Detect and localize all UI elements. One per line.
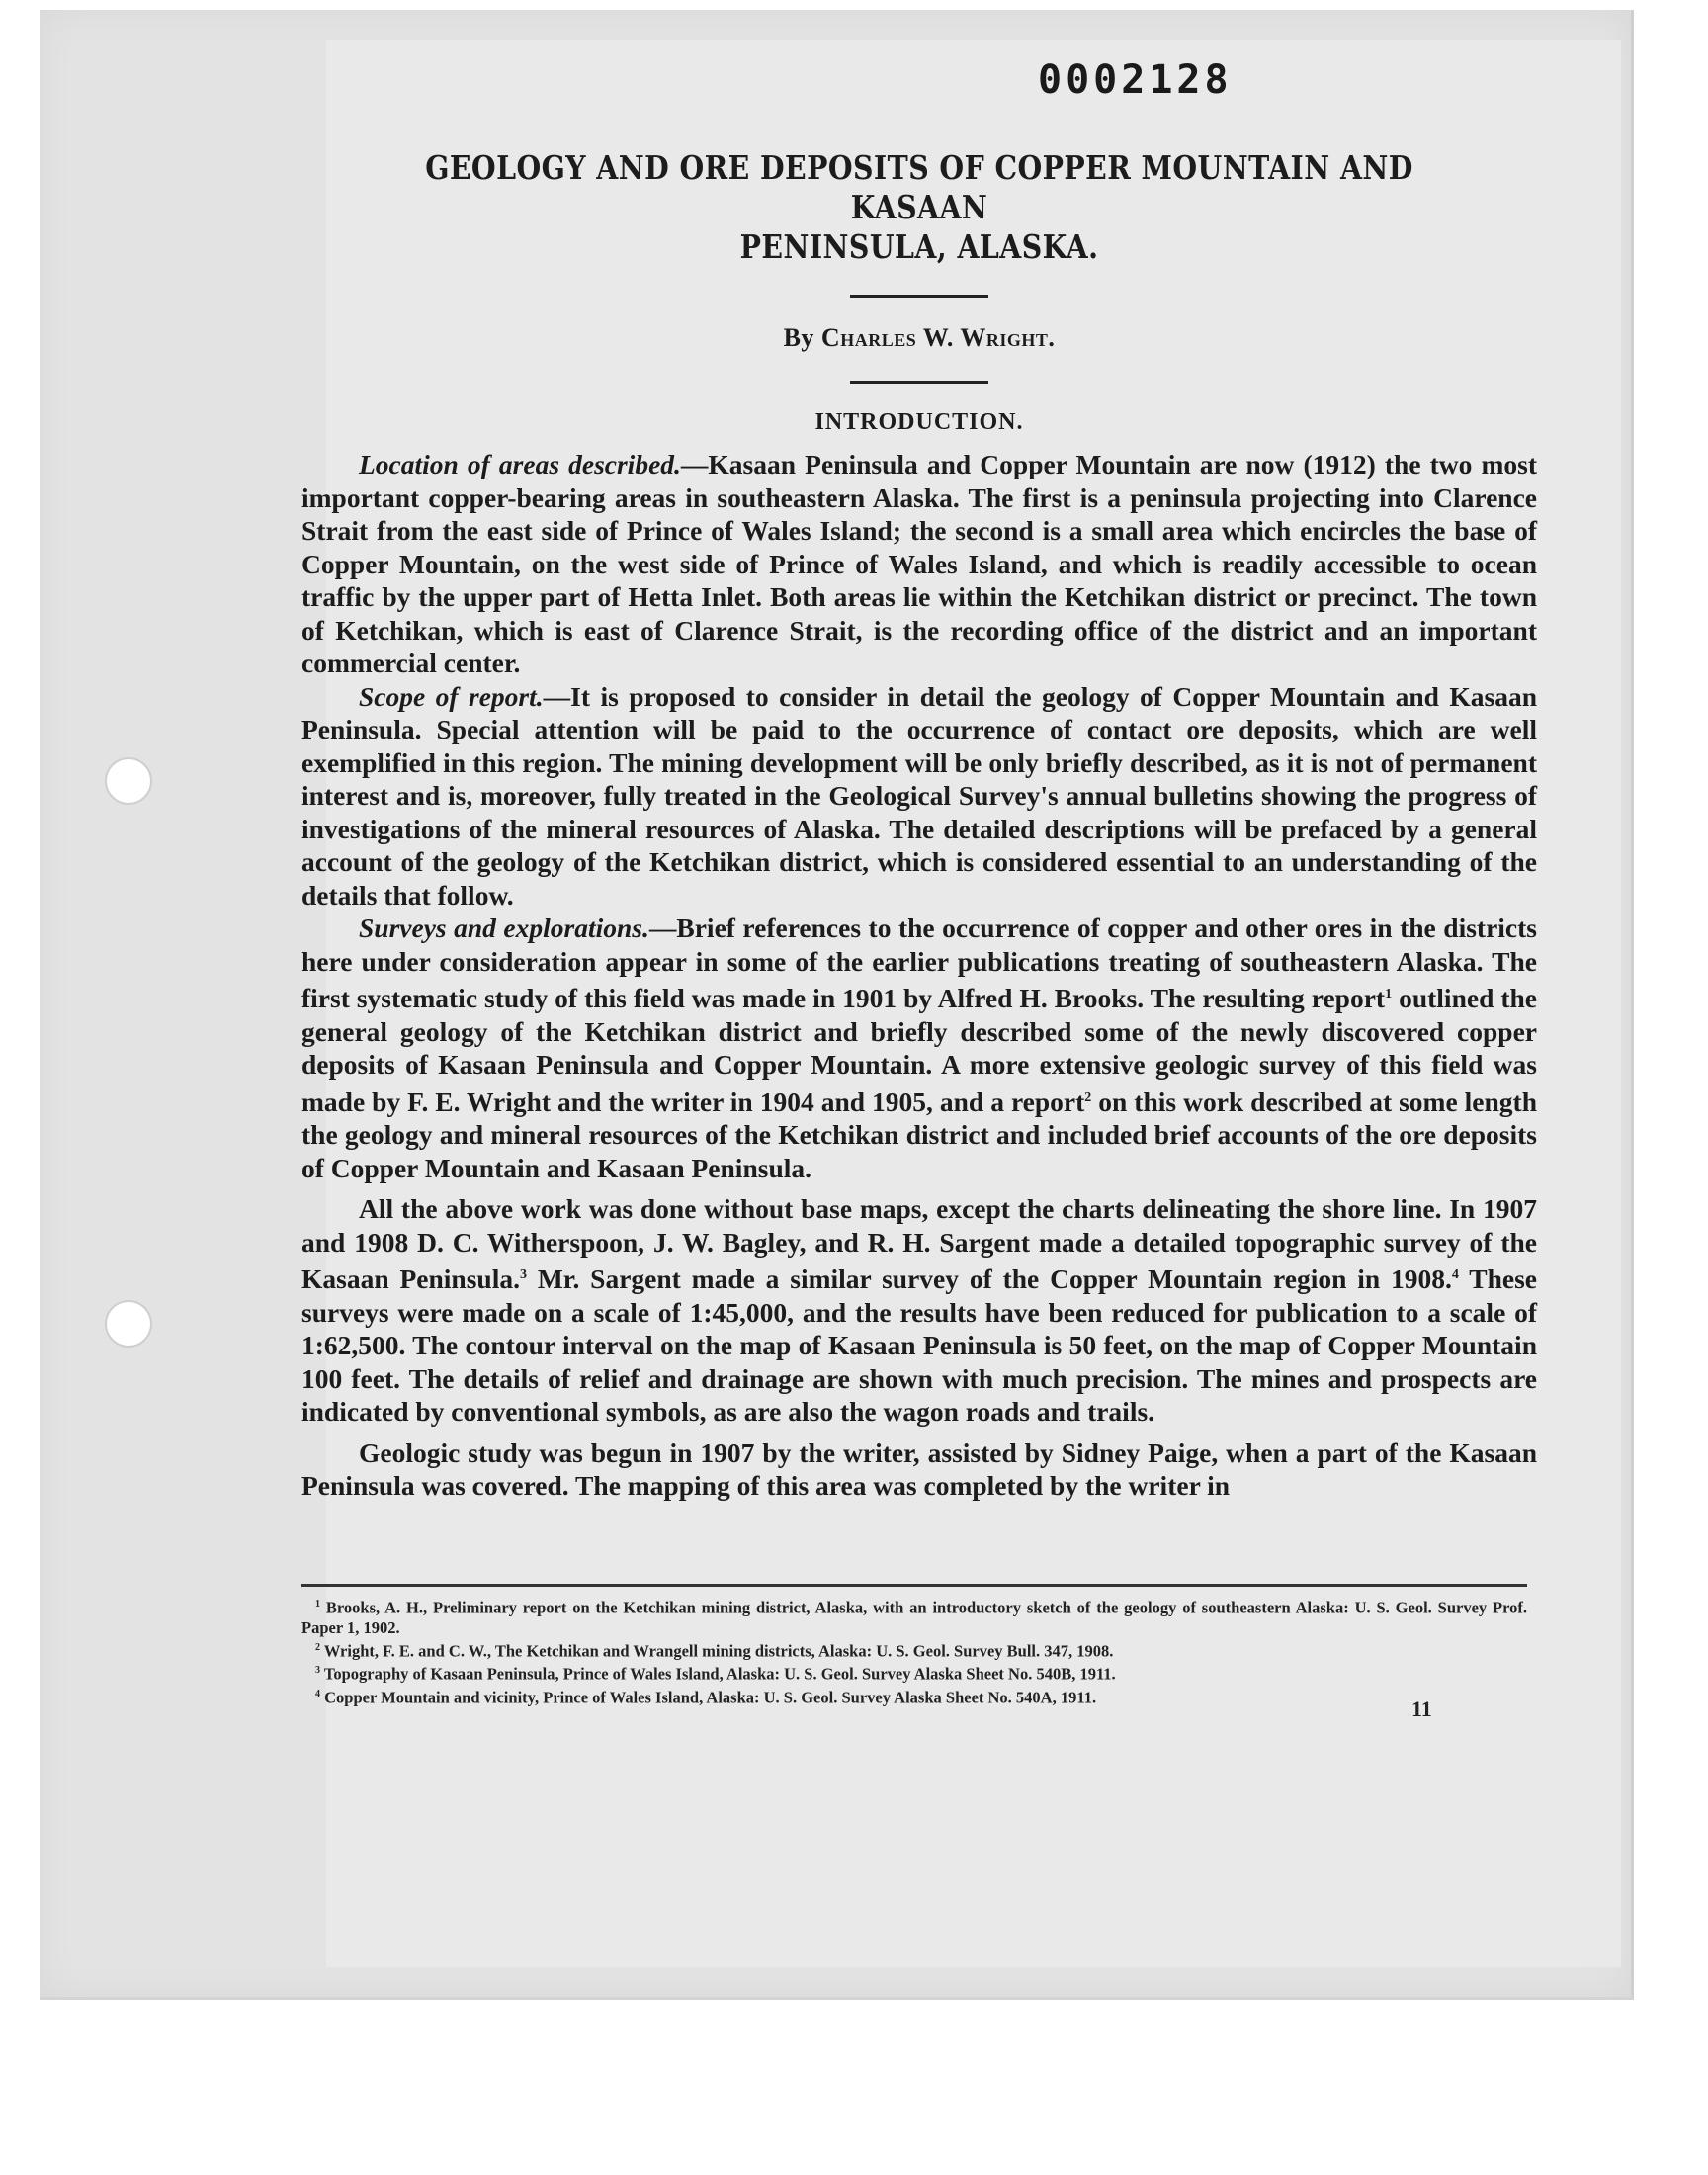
body-text	[301, 448, 1537, 1503]
document-id: 0002128	[1038, 57, 1233, 103]
footnote-mark: 4	[315, 1688, 320, 1699]
title-line-2: PENINSULA, ALASKA.	[739, 227, 1099, 266]
paragraph-text: outlined the general geology of the Ketchikan district and briefly described some of the newly discovered copper deposits of Kasaan Peninsula and Copper Mountain. A more extensive geologic survey of this field was made by F. E. Wright and the writer in 1904 and 1905, and a report	[301, 983, 1538, 1117]
footnote-mark: 2	[315, 1641, 320, 1653]
footnotes	[301, 1584, 1527, 1707]
paragraph-text: Geologic study was begun in 1907 by the writer, assisted by Sidney Paige, when a part of the Kasaan Peninsula was covered. The mapping of this area was completed by the writer in	[301, 1436, 1537, 1502]
paragraph-text: on this work described at some length the geology and mineral resources of the Ketchikan district and included brief accounts of the ore deposits of Copper Mountain and Kasaan Peninsula.	[301, 1086, 1537, 1183]
footnote-ref: 2	[1084, 1089, 1092, 1105]
footnote-mark: 1	[315, 1599, 320, 1610]
paragraph-lead: Surveys and explorations.	[359, 913, 649, 943]
paragraph-lead: Location of areas described.	[359, 449, 681, 479]
punch-hole-lower	[105, 1300, 152, 1348]
title-rule	[850, 295, 988, 298]
paragraph-surveys	[301, 912, 1537, 1184]
paragraph-text: All the above work was done without base maps, except the charts delineating the shore line. In 1907 and 1908 D. C. Witherspoon, J. W. Bagley, and R. H. Sargent made a detailed topographic survey of the Kasaan Peninsula.	[301, 1193, 1537, 1295]
paragraph-text: These surveys were made on a scale of 1:45,000, and the results have been reduced for publication to a scale of 1:62,500. The contour interval on the map of Kasaan Peninsula is 50 feet, on the map of Copper Mountain 100 feet. The details of relief and drainage are shown with much precision. The mines and prospects are indicated by conventional symbols, as are also the wagon roads and trails.	[301, 1263, 1537, 1428]
article	[301, 148, 1537, 1503]
paragraph-text: —It is proposed to consider in detail the geology of Copper Mountain and Kasaan Peninsula. Special attention will be paid to the occurrence of contact ore deposits, which are well exemplified in this region. The mining development will be only briefly described, as it is not of permanent interest and is, moreover, fully treated in the Geological Survey's annual bulletins showing the progress of investigations of the mineral resources of Alaska. The detailed descriptions will be prefaced by a general account of the geology of the Ketchikan district, which is considered essential to an understanding of the details that follow.	[301, 680, 1537, 911]
section-heading: INTRODUCTION.	[814, 409, 1024, 435]
page-number: 11	[1411, 1696, 1432, 1721]
byline-prefix: By	[783, 323, 814, 352]
paragraph-lead: Scope of report.	[359, 680, 544, 712]
byline-author: Charles W. Wright.	[820, 323, 1056, 352]
title-line-1: GEOLOGY AND ORE DEPOSITS OF COPPER MOUNTAIN AND KASAAN	[425, 148, 1413, 226]
footnote-ref: 1	[1385, 987, 1393, 1001]
paragraph-scope	[301, 680, 1537, 913]
footnote-text: Topography of Kasaan Peninsula, Prince of Wales Island, Alaska: U. S. Geol. Survey Alaska Sheet No. 540B, 1911.	[323, 1664, 1116, 1684]
byline	[301, 323, 1537, 353]
footnote-text: Copper Mountain and vicinity, Prince of Wales Island, Alaska: U. S. Geol. Survey Alaska Sheet No. 540A, 1911.	[324, 1688, 1097, 1706]
footnote-mark: 3	[315, 1665, 320, 1676]
paragraph-text: Mr. Sargent made a similar survey of the Copper Mountain region in 1908.	[526, 1263, 1452, 1295]
paragraph-location	[301, 448, 1537, 680]
paragraph-text: —Kasaan Peninsula and Copper Mountain are now (1912) the two most important copper-bearing areas in southeastern Alaska. The first is a peninsula projecting into Clarence Strait from the east side of Prince of Wales Island; the second is a small area which encircles the base of Copper Mountain, on the west side of Prince of Wales Island, and which is readily accessible to ocean traffic by the upper part of Hetta Inlet. Both areas lie within the Ketchikan district or precinct. The town of Ketchikan, which is east of Clarence Strait, is the recording office of the district and an important commercial center.	[301, 449, 1538, 678]
paragraph-geologic-study	[301, 1436, 1537, 1503]
footnote-ref: 4	[1451, 1267, 1459, 1283]
footnote-text: Wright, F. E. and C. W., The Ketchikan and Wrangell mining districts, Alaska: U. S. Geol. Survey Bull. 347, 1908.	[323, 1641, 1114, 1660]
paragraph-base-maps	[301, 1192, 1537, 1429]
footnote-text: Brooks, A. H., Preliminary report on the Ketchikan mining district, Alaska, with an introductory sketch of the geology of southeastern Alaska: U. S. Geol. Survey Prof. Paper 1, 1902.	[301, 1598, 1528, 1637]
footnote	[301, 1638, 1527, 1662]
footnote-ref: 3	[519, 1267, 527, 1283]
footnote	[301, 1595, 1527, 1638]
byline-rule	[850, 381, 988, 384]
footnote	[301, 1685, 1527, 1708]
page-title	[388, 148, 1451, 267]
punch-hole-upper	[105, 757, 152, 805]
paragraph-text: —Brief references to the occurrence of copper and other ores in the districts here under consideration appear in some of the earlier publications treating of southeastern Alaska. The first systematic study of this field was made in 1901 by Alfred H. Brooks. The resulting report	[301, 913, 1537, 1014]
footnote	[301, 1661, 1527, 1685]
